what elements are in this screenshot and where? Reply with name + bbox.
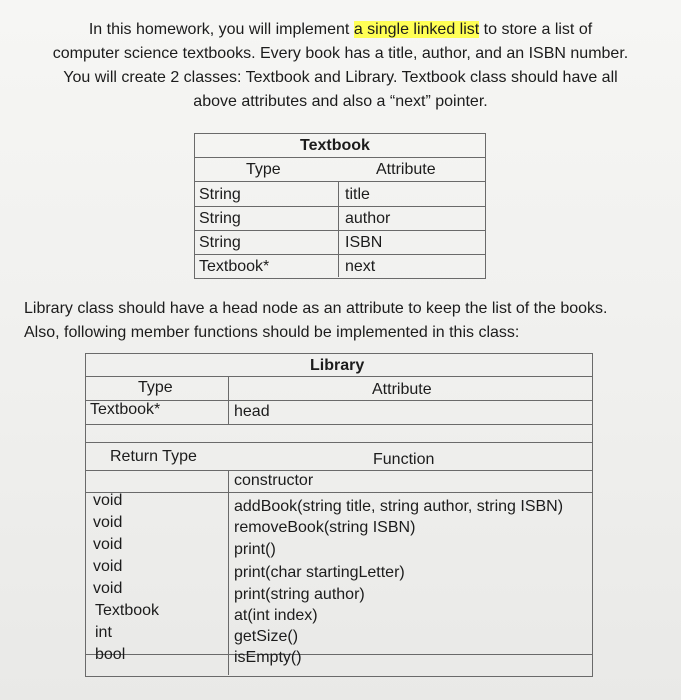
function-return-type: void (93, 580, 123, 597)
textbook-row-attr: title (345, 186, 370, 203)
library-table-title: Library (310, 357, 365, 374)
intro-line-1-end: to store a list of (479, 21, 593, 38)
library-col-return-type: Return Type (110, 448, 197, 465)
function-name: constructor (234, 472, 314, 489)
function-name: addBook(string title, string author, string ISBN) (234, 498, 564, 515)
intro-line-1-start: In this homework, you will implement (88, 21, 354, 38)
textbook-row-type: String (199, 210, 241, 227)
textbook-row-type: Textbook* (199, 258, 270, 275)
function-name: print(string author) (234, 586, 365, 603)
function-return-type: void (93, 514, 123, 531)
textbook-row-attr: next (345, 258, 376, 275)
intro-line-4: above attributes and also a “next” pointer. (193, 93, 488, 110)
function-name: print(char startingLetter) (234, 564, 405, 581)
textbook-row-type: String (199, 186, 241, 203)
function-return-type: void (93, 558, 123, 575)
textbook-col-type: Type (246, 161, 281, 178)
textbook-col-attribute: Attribute (376, 161, 436, 178)
library-col-function: Function (373, 451, 435, 468)
function-name: isEmpty() (234, 649, 302, 666)
highlighted-phrase: a single linked list (353, 21, 480, 38)
library-attr-type: Textbook* (90, 401, 161, 418)
library-paragraph (24, 297, 674, 345)
library-col-type: Type (138, 379, 173, 396)
library-intro-line-2: Also, following member functions should be implemented in this class: (24, 324, 520, 341)
function-name: print() (234, 541, 276, 558)
function-return-type: void (93, 536, 123, 553)
textbook-row-attr: ISBN (345, 234, 383, 251)
function-name: at(int index) (234, 607, 318, 624)
textbook-table-title: Textbook (300, 137, 370, 154)
library-intro-line-1: Library class should have a head node as an attribute to keep the list of the books. (24, 300, 608, 317)
intro-line-1 (0, 18, 681, 42)
textbook-row-attr: author (345, 210, 391, 227)
function-return-type: int (95, 624, 112, 641)
function-name: removeBook(string ISBN) (234, 519, 416, 536)
function-return-type: bool (95, 646, 126, 663)
function-name: getSize() (234, 628, 299, 645)
intro-paragraph (0, 18, 681, 114)
intro-line-2: computer science textbooks. Every book has a title, author, and an ISBN number. (52, 45, 629, 62)
intro-line-3: You will create 2 classes: Textbook and Library. Textbook class should have all (63, 69, 618, 86)
library-col-attribute: Attribute (372, 381, 432, 398)
library-attr-name: head (234, 403, 270, 420)
function-return-type: Textbook (95, 602, 160, 619)
function-return-type: void (93, 492, 123, 509)
textbook-row-type: String (199, 234, 241, 251)
